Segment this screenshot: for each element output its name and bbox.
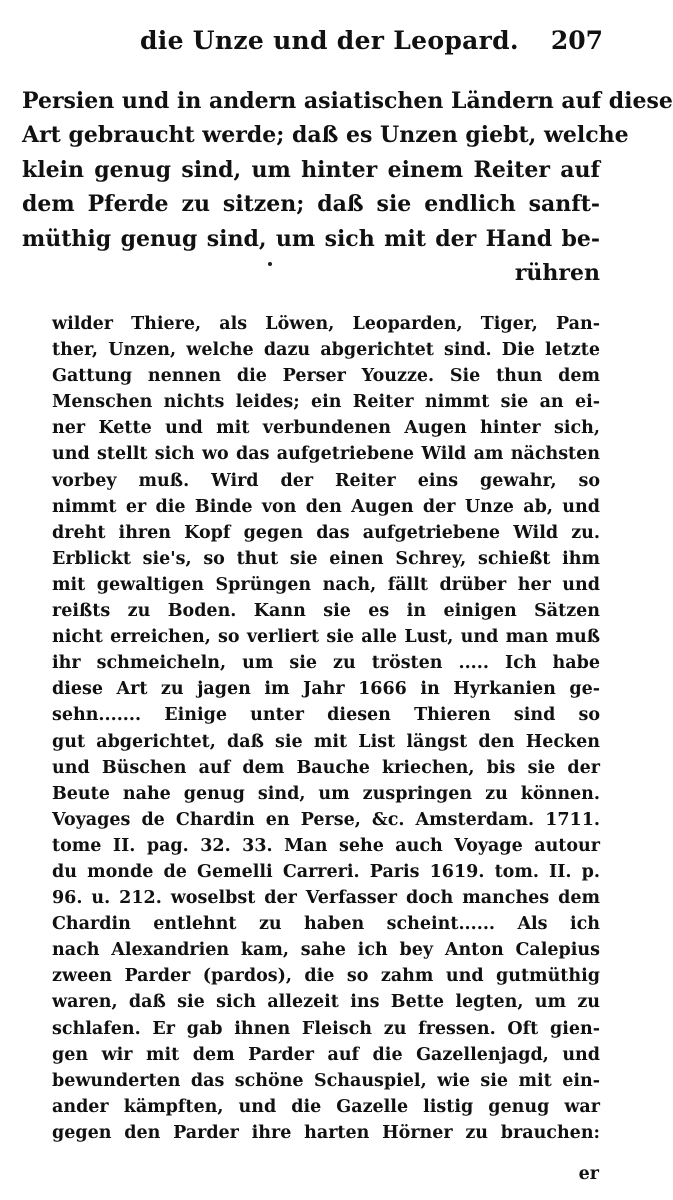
footnote-line: dreht ihren Kopf gegen das aufgetriebene Wild zu. bbox=[52, 522, 600, 543]
footnote-line: zween Parder (pardos), die so zahm und gutmüthig bbox=[52, 966, 600, 987]
footnote-line: mit gewaltigen Sprüngen nach, fällt drüber her und bbox=[52, 574, 600, 595]
footnote-line: ihr schmeicheln, um sie zu trösten ..... Ich habe bbox=[52, 653, 600, 674]
footnote-line: ther, Unzen, welche dazu abgerichtet sind. Die letzte bbox=[52, 340, 600, 361]
footnote-line: und stellt sich wo das aufgetriebene Wild am nächsten bbox=[52, 444, 600, 465]
footnote-block bbox=[52, 311, 600, 1146]
footnote-separator-dot bbox=[268, 262, 272, 266]
footnote-line: sehn....... Einige unter diesen Thieren sind so bbox=[52, 705, 600, 726]
main-text-line: klein genug sind, um hinter einem Reiter auf bbox=[22, 156, 600, 183]
main-text-line: rühren bbox=[514, 259, 600, 286]
footnote-line: Voyages de Chardin en Perse, &c. Amsterdam. 1711. bbox=[52, 809, 600, 830]
footnote-line: Gattung nennen die Perser Youzze. Sie thun dem bbox=[52, 366, 600, 387]
main-text-block bbox=[22, 84, 673, 290]
main-text-line: dem Pferde zu sitzen; daß sie endlich sanft- bbox=[22, 191, 600, 218]
footnote-line: tome II. pag. 32. 33. Man sehe auch Voyage autour bbox=[52, 835, 600, 856]
footnote-line: schlafen. Er gab ihnen Fleisch zu fressen. Oft gien- bbox=[52, 1018, 600, 1039]
footnote-line: vorbey muß. Wird der Reiter eins gewahr, so bbox=[52, 470, 600, 491]
footnote-line: Menschen nichts leides; ein Reiter nimmt sie an ei- bbox=[52, 392, 600, 413]
footnote-line: reißts zu Boden. Kann sie es in einigen Sätzen bbox=[52, 601, 600, 622]
footnote-line: bewunderten das schöne Schauspiel, wie sie mit ein- bbox=[52, 1070, 600, 1091]
page-number: 207 bbox=[550, 26, 603, 55]
page-header bbox=[22, 22, 603, 62]
footnote-line: Beute nahe genug sind, um zuspringen zu können. bbox=[52, 783, 600, 804]
footnote-line: nimmt er die Binde von den Augen der Unze ab, und bbox=[52, 496, 600, 517]
footnote-line: diese Art zu jagen im Jahr 1666 in Hyrkanien ge- bbox=[52, 679, 600, 700]
footnote-line: du monde de Gemelli Carreri. Paris 1619. tom. II. p. bbox=[52, 861, 600, 882]
footnote-line: wilder Thiere, als Löwen, Leoparden, Tiger, Pan- bbox=[52, 314, 600, 334]
footnote-line: gegen den Parder ihre harten Hörner zu brauchen: bbox=[52, 1122, 600, 1143]
catchword: er bbox=[578, 1164, 599, 1184]
footnote-line: nach Alexandrien kam, sahe ich bey Anton Calepius bbox=[52, 940, 600, 961]
footnote-line: Chardin entlehnt zu haben scheint...... Als ich bbox=[52, 914, 600, 935]
footnote-line: ander kämpften, und die Gazelle listig genug war bbox=[52, 1096, 600, 1117]
footnote-line: gut abgerichtet, daß sie mit List längst den Hecken bbox=[52, 731, 600, 752]
footnote-line: und Büschen auf dem Bauche kriechen, bis sie der bbox=[52, 757, 600, 778]
footnote-line: nicht erreichen, so verliert sie alle Lust, und man muß bbox=[52, 627, 600, 648]
main-text-line: müthig genug sind, um sich mit der Hand be- bbox=[22, 225, 600, 252]
footnote-line: gen wir mit dem Parder auf die Gazellenjagd, und bbox=[52, 1044, 600, 1065]
running-title: die Unze und der Leopard. bbox=[140, 26, 519, 55]
footnote-line: ner Kette und mit verbundenen Augen hinter sich, bbox=[52, 418, 600, 439]
footnote-line: 96. u. 212. woselbst der Verfasser doch manches dem bbox=[52, 888, 600, 909]
footnote-line: Erblickt sie's, so thut sie einen Schrey, schießt ihm bbox=[52, 548, 600, 569]
footnote-line: waren, daß sie sich allezeit ins Bette legten, um zu bbox=[52, 992, 600, 1013]
main-text-line: Art gebraucht werde; daß es Unzen giebt, welche bbox=[22, 122, 629, 149]
main-text-line: Persien und in andern asiatischen Ländern auf diese bbox=[22, 88, 673, 114]
